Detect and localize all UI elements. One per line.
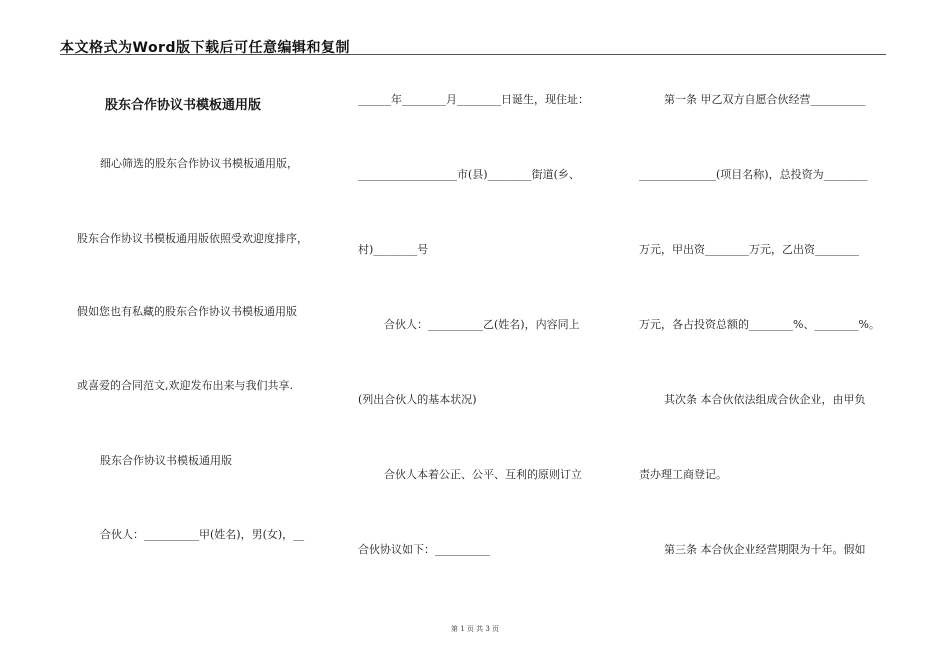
- page-number: 第 1 页 共 3 页: [450, 625, 500, 633]
- header-divider: [60, 54, 886, 55]
- col2-line-5: (列出合伙人的基本状况): [358, 393, 477, 406]
- col2-line-6: 合伙人本着公正、公平、互利的原则订立: [384, 468, 582, 481]
- document-title: 股东合作协议书模板通用版: [105, 98, 262, 113]
- col3-line-1: 第一条 甲乙双方自愿合伙经营__________: [664, 93, 866, 106]
- col3-line-2: ______________(项目名称)，总投资为________: [639, 168, 868, 181]
- col3-line-5: 其次条 本合伙依法组成合伙企业，由甲负: [664, 393, 866, 406]
- col3-line-3: 万元，甲出资________万元，乙出资________: [639, 243, 859, 256]
- col2-line-7: 合伙协议如下：__________: [358, 543, 490, 556]
- col3-line-7: 第三条 本合伙企业经营期限为十年。假如: [664, 543, 866, 556]
- header-title: 本文格式为Word版下载后可任意编辑和复制: [60, 40, 350, 56]
- col3-line-6: 责办理工商登记。: [639, 468, 727, 481]
- col1-line-1: 细心筛选的股东合作协议书模板通用版，: [100, 157, 298, 170]
- col1-line-4: 或喜爱的合同范文,欢迎发布出来与我们共享.: [77, 379, 293, 392]
- col2-line-2: __________________市(县)________街道(乡、: [358, 168, 580, 181]
- col3-line-4: 万元，各占投资总额的________%、________%。: [639, 318, 880, 331]
- col2-line-4: 合伙人：__________乙(姓名)，内容同上: [384, 318, 580, 331]
- col1-line-2: 股东合作协议书模板通用版依照受欢迎度排序，: [77, 232, 308, 245]
- col1-line-5: 股东合作协议书模板通用版: [100, 454, 232, 467]
- col1-line-6: 合伙人：__________甲(姓名)，男(女)，__: [100, 528, 305, 541]
- col1-line-3: 假如您也有私藏的股东合作协议书模板通用版: [77, 305, 297, 318]
- col2-line-3: 村)________号: [358, 243, 429, 256]
- col2-line-1: ______年________月________日诞生，现住址：: [358, 93, 589, 106]
